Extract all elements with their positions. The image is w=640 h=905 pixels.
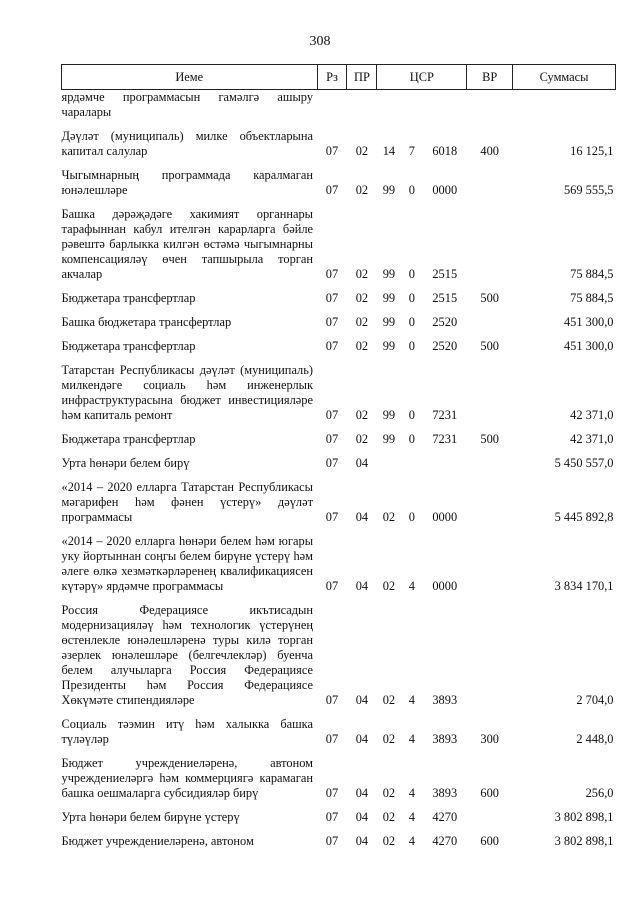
row-csr-code: 2515: [432, 267, 458, 281]
row-csr-subprogram: 0: [408, 339, 415, 353]
row-rz: 07: [325, 291, 339, 305]
table-row: [62, 601, 616, 715]
row-csr-subprogram: 0: [408, 267, 415, 281]
row-csr-program: [377, 90, 401, 128]
row-pr: 04: [355, 510, 369, 524]
row-csr-code: 4270: [432, 834, 458, 848]
row-vr: [467, 532, 513, 601]
row-csr-program: 02: [382, 693, 396, 707]
row-name: Бюджетара трансфертлар: [61, 432, 196, 446]
row-name: ярдәмче программасын гамәлгә ашыру чаралары: [61, 90, 314, 119]
budget-table: [61, 64, 616, 856]
row-name: Татарстан Республикасы дәүләт (муниципаль) милкендәге социаль һәм инженерлык инфраструктурасына бюджет инвестицияләре һәм капиталь ремонт: [61, 363, 314, 422]
row-sum: 3 834 170,1: [554, 579, 614, 593]
row-rz: 07: [325, 144, 339, 158]
table-row: [62, 430, 616, 454]
row-sum: 3 802 898,1: [554, 834, 614, 848]
row-name: Бюджет учреждениеләренә, автоном учреждениеләргә һәм коммерциягә карамаган башка оешмаларга субсидияләр бирү: [61, 756, 314, 800]
row-rz: 07: [325, 456, 339, 470]
row-vr: [467, 313, 513, 337]
row-csr-program: 99: [382, 267, 396, 281]
row-sum: 2 704,0: [576, 693, 614, 707]
row-sum: 5 445 892,8: [554, 510, 614, 524]
row-csr-program: 99: [382, 183, 396, 197]
row-csr-subprogram: 0: [408, 432, 415, 446]
row-csr-code: 6018: [432, 144, 458, 158]
row-rz: 07: [325, 510, 339, 524]
row-csr-code: 3893: [432, 732, 458, 746]
table-row: [62, 166, 616, 205]
row-rz: 07: [325, 834, 339, 848]
table-header: [62, 65, 616, 90]
row-vr: [467, 454, 513, 478]
row-rz: 07: [325, 432, 339, 446]
row-name: Башка бюджетара трансфертлар: [61, 315, 232, 329]
row-csr-code: 2520: [432, 339, 458, 353]
row-vr: 600: [480, 786, 499, 800]
row-pr: 02: [355, 144, 369, 158]
row-sum: 256,0: [585, 786, 614, 800]
row-sum: 569 555,5: [563, 183, 614, 197]
header-csr: ЦСР: [377, 65, 467, 90]
row-csr-code: [423, 454, 467, 478]
row-sum: 3 802 898,1: [554, 810, 614, 824]
row-csr-code: 3893: [432, 786, 458, 800]
row-pr: 04: [355, 786, 369, 800]
row-name: Россия Федерациясе икътисадын модернизацияләү һәм технологик үстерүнең өстенлекле юнәлешләренә туры килә торган әзерлек юнәлешләре (белгечлекләр) буенча белем алучыларга Россия Федерациясе Президенты һәм Россия Федерациясе Хөкүмәте стипендияләре: [61, 603, 314, 707]
row-name: Социаль тәэмин итү һәм халыкка башка түләүләр: [61, 717, 314, 746]
row-rz: 07: [325, 183, 339, 197]
row-vr: 300: [480, 732, 499, 746]
row-csr-program: 99: [382, 339, 396, 353]
row-csr-code: [423, 90, 467, 128]
row-rz: 07: [325, 408, 339, 422]
row-pr: 02: [355, 183, 369, 197]
header-vr: ВР: [467, 65, 513, 90]
row-sum: 42 371,0: [570, 432, 614, 446]
row-vr: [467, 601, 513, 715]
row-csr-program: 99: [382, 315, 396, 329]
header-pr: ПР: [347, 65, 377, 90]
row-csr-subprogram: 0: [408, 291, 415, 305]
row-csr-subprogram: 4: [408, 693, 415, 707]
table-row: [62, 313, 616, 337]
row-rz: 07: [325, 267, 339, 281]
row-csr-subprogram: 4: [408, 786, 415, 800]
row-vr: 600: [480, 834, 499, 848]
row-pr: 04: [355, 693, 369, 707]
row-vr: 500: [480, 339, 499, 353]
row-csr-code: 3893: [432, 693, 458, 707]
row-pr: [347, 90, 377, 128]
row-csr-subprogram: [401, 454, 423, 478]
table-row: [62, 532, 616, 601]
table-row: [62, 90, 616, 128]
table-row: [62, 337, 616, 361]
row-vr: [467, 808, 513, 832]
table-row: [62, 289, 616, 313]
row-rz: 07: [325, 732, 339, 746]
table-row: [62, 205, 616, 289]
row-vr: [467, 166, 513, 205]
row-csr-program: 99: [382, 291, 396, 305]
row-sum: 2 448,0: [576, 732, 614, 746]
row-csr-code: 7231: [432, 432, 458, 446]
row-csr-program: 02: [382, 510, 396, 524]
row-csr-code: 4270: [432, 810, 458, 824]
row-name: Чыгымнарның программада каралмаган юнәлешләре: [61, 168, 314, 197]
row-vr: [467, 90, 513, 128]
row-csr-subprogram: 4: [408, 732, 415, 746]
row-rz: [317, 90, 347, 128]
row-vr: [467, 361, 513, 430]
table-row: [62, 715, 616, 754]
row-name: «2014 – 2020 елларга һөнәри белем һәм югары уку йортыннан соңгы белем бирүне үстерү һәм әлеге өлкә хезмәткәрләренең квалификациясен күтәрү» ярдәмче программасы: [61, 534, 314, 593]
row-name: «2014 – 2020 елларга Татарстан Республикасы мәгарифен һәм фәнен үстерү» дәүләт программасы: [61, 480, 314, 524]
row-rz: 07: [325, 579, 339, 593]
row-csr-subprogram: [401, 90, 423, 128]
table-row: [62, 361, 616, 430]
row-csr-code: 0000: [432, 183, 458, 197]
table-row: [62, 478, 616, 532]
row-csr-program: 02: [382, 732, 396, 746]
table-body: [62, 90, 616, 857]
row-vr: 500: [480, 432, 499, 446]
row-csr-code: 0000: [432, 510, 458, 524]
row-csr-code: 7231: [432, 408, 458, 422]
row-csr-program: [377, 454, 401, 478]
row-csr-subprogram: 4: [408, 834, 415, 848]
row-pr: 02: [355, 432, 369, 446]
row-rz: 07: [325, 786, 339, 800]
row-csr-code: 2515: [432, 291, 458, 305]
row-name: Дәүләт (муниципаль) милке объектларына капитал салулар: [61, 129, 314, 158]
row-sum: 451 300,0: [563, 339, 614, 353]
row-csr-program: 02: [382, 786, 396, 800]
page-number: 308: [309, 34, 331, 49]
row-sum: 75 884,5: [570, 267, 614, 281]
row-vr: 500: [480, 291, 499, 305]
row-name: Урта һөнәри белем бирү: [61, 456, 190, 470]
row-csr-program: 99: [382, 408, 396, 422]
header-name: Иеме: [62, 65, 318, 90]
row-pr: 04: [355, 834, 369, 848]
header-rz: Рз: [317, 65, 347, 90]
row-pr: 04: [355, 810, 369, 824]
row-csr-subprogram: 4: [408, 579, 415, 593]
row-pr: 02: [355, 267, 369, 281]
row-pr: 04: [355, 456, 369, 470]
row-pr: 04: [355, 732, 369, 746]
row-rz: 07: [325, 339, 339, 353]
row-sum: 75 884,5: [570, 291, 614, 305]
table-row: [62, 127, 616, 166]
table-row: [62, 454, 616, 478]
row-vr: [467, 478, 513, 532]
row-vr: [467, 205, 513, 289]
row-name: Бюджетара трансфертлар: [61, 291, 196, 305]
row-rz: 07: [325, 315, 339, 329]
row-sum: 42 371,0: [570, 408, 614, 422]
row-csr-program: 99: [382, 432, 396, 446]
row-csr-subprogram: 0: [408, 408, 415, 422]
row-pr: 02: [355, 315, 369, 329]
table-row: [62, 808, 616, 832]
row-csr-subprogram: 0: [408, 315, 415, 329]
row-sum: 5 450 557,0: [554, 456, 614, 470]
row-name: Бюджет учреждениеләренә, автоном: [61, 834, 254, 848]
row-csr-subprogram: 4: [408, 810, 415, 824]
row-name: Башка дәрәҗәдәге хакимият органнары тарафыннан кабул ителгән карарларга бәйле рәвештә барлыкка килгән өстәмә чыгымнарны компенсацияләү өчен тапшырыла торган акчалар: [61, 207, 314, 281]
row-rz: 07: [325, 810, 339, 824]
row-pr: 02: [355, 291, 369, 305]
row-pr: 02: [355, 339, 369, 353]
row-pr: 04: [355, 579, 369, 593]
table-row: [62, 832, 616, 856]
row-name: Бюджетара трансфертлар: [61, 339, 196, 353]
header-sum: Суммасы: [513, 65, 616, 90]
row-csr-code: 2520: [432, 315, 458, 329]
row-sum: 451 300,0: [563, 315, 614, 329]
row-name: Урта һөнәри белем бирүне үстерү: [61, 810, 240, 824]
row-csr-program: 14: [382, 144, 396, 158]
row-csr-subprogram: 0: [408, 510, 415, 524]
table-row: [62, 754, 616, 808]
row-csr-program: 02: [382, 810, 396, 824]
row-csr-subprogram: 0: [408, 183, 415, 197]
row-sum: 16 125,1: [570, 144, 614, 158]
row-csr-program: 02: [382, 579, 396, 593]
row-vr: 400: [480, 144, 499, 158]
row-csr-subprogram: 7: [408, 144, 415, 158]
row-pr: 02: [355, 408, 369, 422]
row-rz: 07: [325, 693, 339, 707]
row-sum: [513, 90, 616, 128]
row-csr-program: 02: [382, 834, 396, 848]
row-csr-code: 0000: [432, 579, 458, 593]
